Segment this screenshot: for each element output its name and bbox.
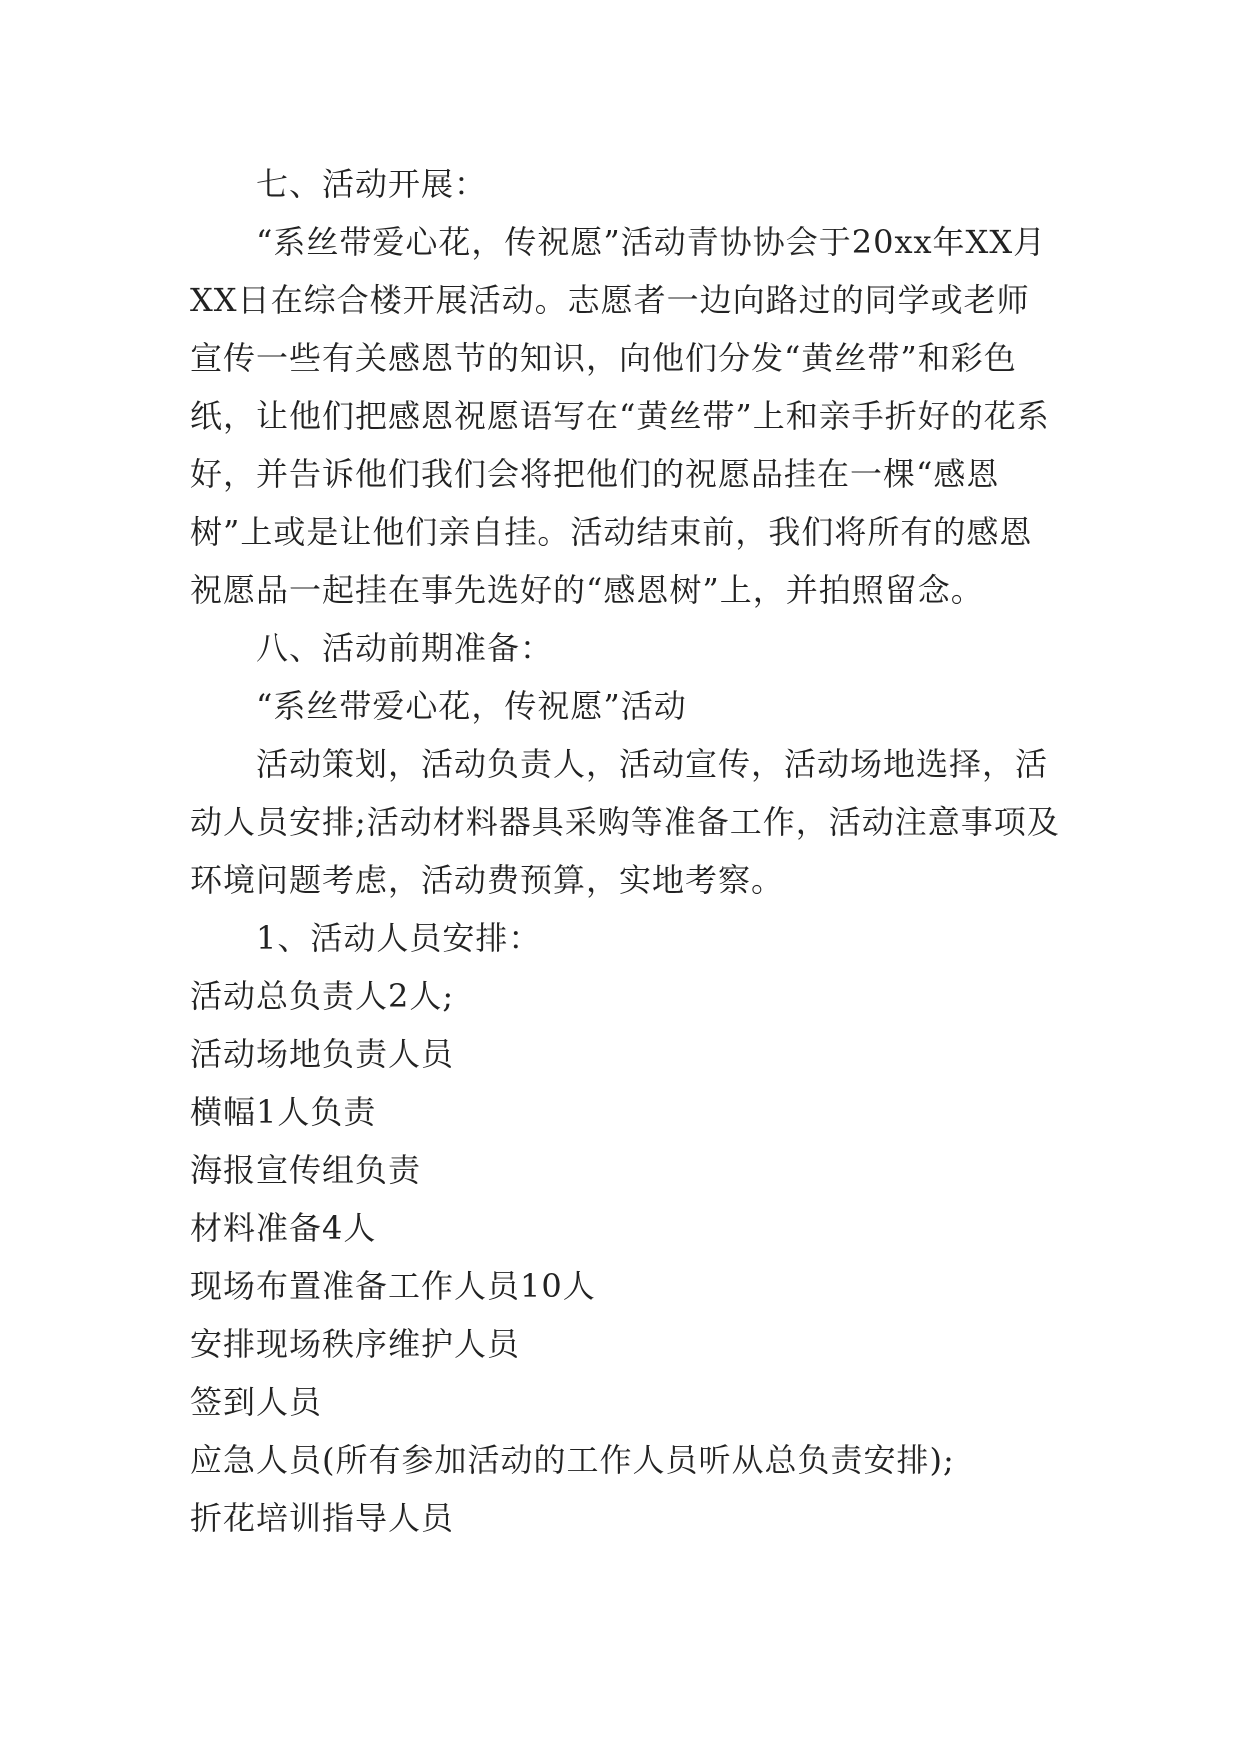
staffing-item: 现场布置准备工作人员10人 xyxy=(190,1267,596,1305)
staffing-item: 活动场地负责人员 xyxy=(190,1035,455,1073)
section-7-paragraph: “系丝带爱心花，传祝愿”活动青协协会于20xx年XX月XX日在综合楼开展活动。志愿者一边向路过的同学或老师宣传一些有关感恩节的知识，向他们分发“黄丝带”和彩色纸，让他们把感恩祝愿语写在“黄丝带”上和亲手折好的花系好，并告诉他们我们会将把他们的祝愿品挂在一棵“感恩树”上或是让他们亲自挂。活动结束前，我们将所有的感恩祝愿品一起挂在事先选好的“感恩树”上，并拍照留念。 xyxy=(190,223,1050,609)
staffing-item: 签到人员 xyxy=(190,1383,323,1421)
section-8-paragraph: 活动策划，活动负责人，活动宣传，活动场地选择，活动人员安排;活动材料器具采购等准备工作，活动注意事项及环境问题考虑，活动费预算，实地考察。 xyxy=(190,745,1060,899)
staffing-item: 材料准备4人 xyxy=(190,1209,377,1247)
staffing-item: 安排现场秩序维护人员 xyxy=(190,1325,521,1363)
staffing-item: 折花培训指导人员 xyxy=(190,1499,455,1537)
document-body xyxy=(190,155,1060,1547)
staffing-item: 横幅1人负责 xyxy=(190,1093,377,1131)
staffing-heading: 1、活动人员安排： xyxy=(256,919,542,957)
section-7-heading: 七、活动开展： xyxy=(256,165,488,203)
staffing-item: 海报宣传组负责 xyxy=(190,1151,422,1189)
section-8-heading: 八、活动前期准备： xyxy=(256,629,554,667)
staffing-item: 活动总负责人2人; xyxy=(190,977,455,1015)
staffing-item: 应急人员(所有参加活动的工作人员听从总负责安排); xyxy=(190,1441,955,1479)
section-8-subtitle: “系丝带爱心花，传祝愿”活动 xyxy=(256,687,687,725)
